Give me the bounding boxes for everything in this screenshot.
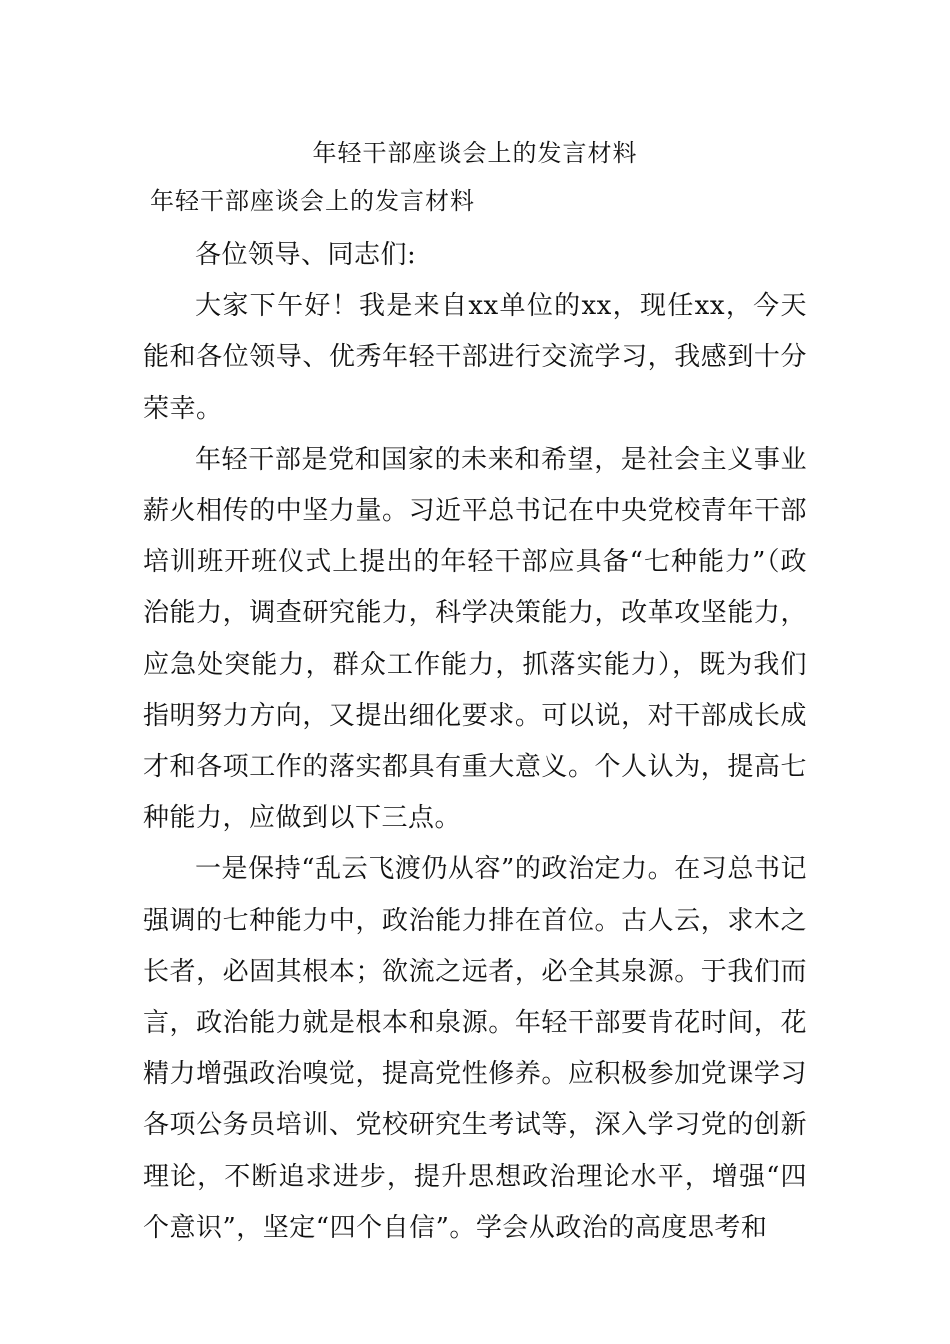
document-body (143, 230, 807, 1254)
salutation-paragraph: 各位领导、同志们: (195, 240, 417, 270)
context-paragraph: 年轻干部是党和国家的未来和希望，是社会主义事业薪火相传的中坚力量。习近平总书记在中央党校青年干部培训班开班仪式上提出的年轻干部应具备“七种能力”（政治能力，调查研究能力，科学决策能力，改革攻坚能力，应急处突能力，群众工作能力，抓落实能力），既为我们指明努力方向，又提出细化要求。可以说，对干部成长成才和各项工作的落实都具有重大意义。个人认为，提高七种能力，应做到以下三点。 (143, 444, 807, 834)
greeting-paragraph: 大家下午好！我是来自xx单位的xx，现任xx，今天能和各位领导、优秀年轻干部进行交流学习，我感到十分荣幸。 (143, 291, 807, 424)
document-title: 年轻干部座谈会上的发言材料 (312, 139, 638, 167)
point-one-paragraph: 一是保持“乱云飞渡仍从容”的政治定力。在习总书记强调的七种能力中，政治能力排在首位。古人云，求木之长者，必固其根本；欲流之远者，必全其泉源。于我们而言，政治能力就是根本和泉源。年轻干部要肯花时间，花精力增强政治嗅觉，提高党性修养。应积极参加党课学习各项公务员培训、党校研究生考试等，深入学习党的创新理论，不断追求进步，提升思想政治理论水平，增强“四个意识”，坚定“四个自信”。学会从政治的高度思考和 (143, 854, 807, 1243)
document-subtitle: 年轻干部座谈会上的发言材料 (150, 187, 475, 215)
